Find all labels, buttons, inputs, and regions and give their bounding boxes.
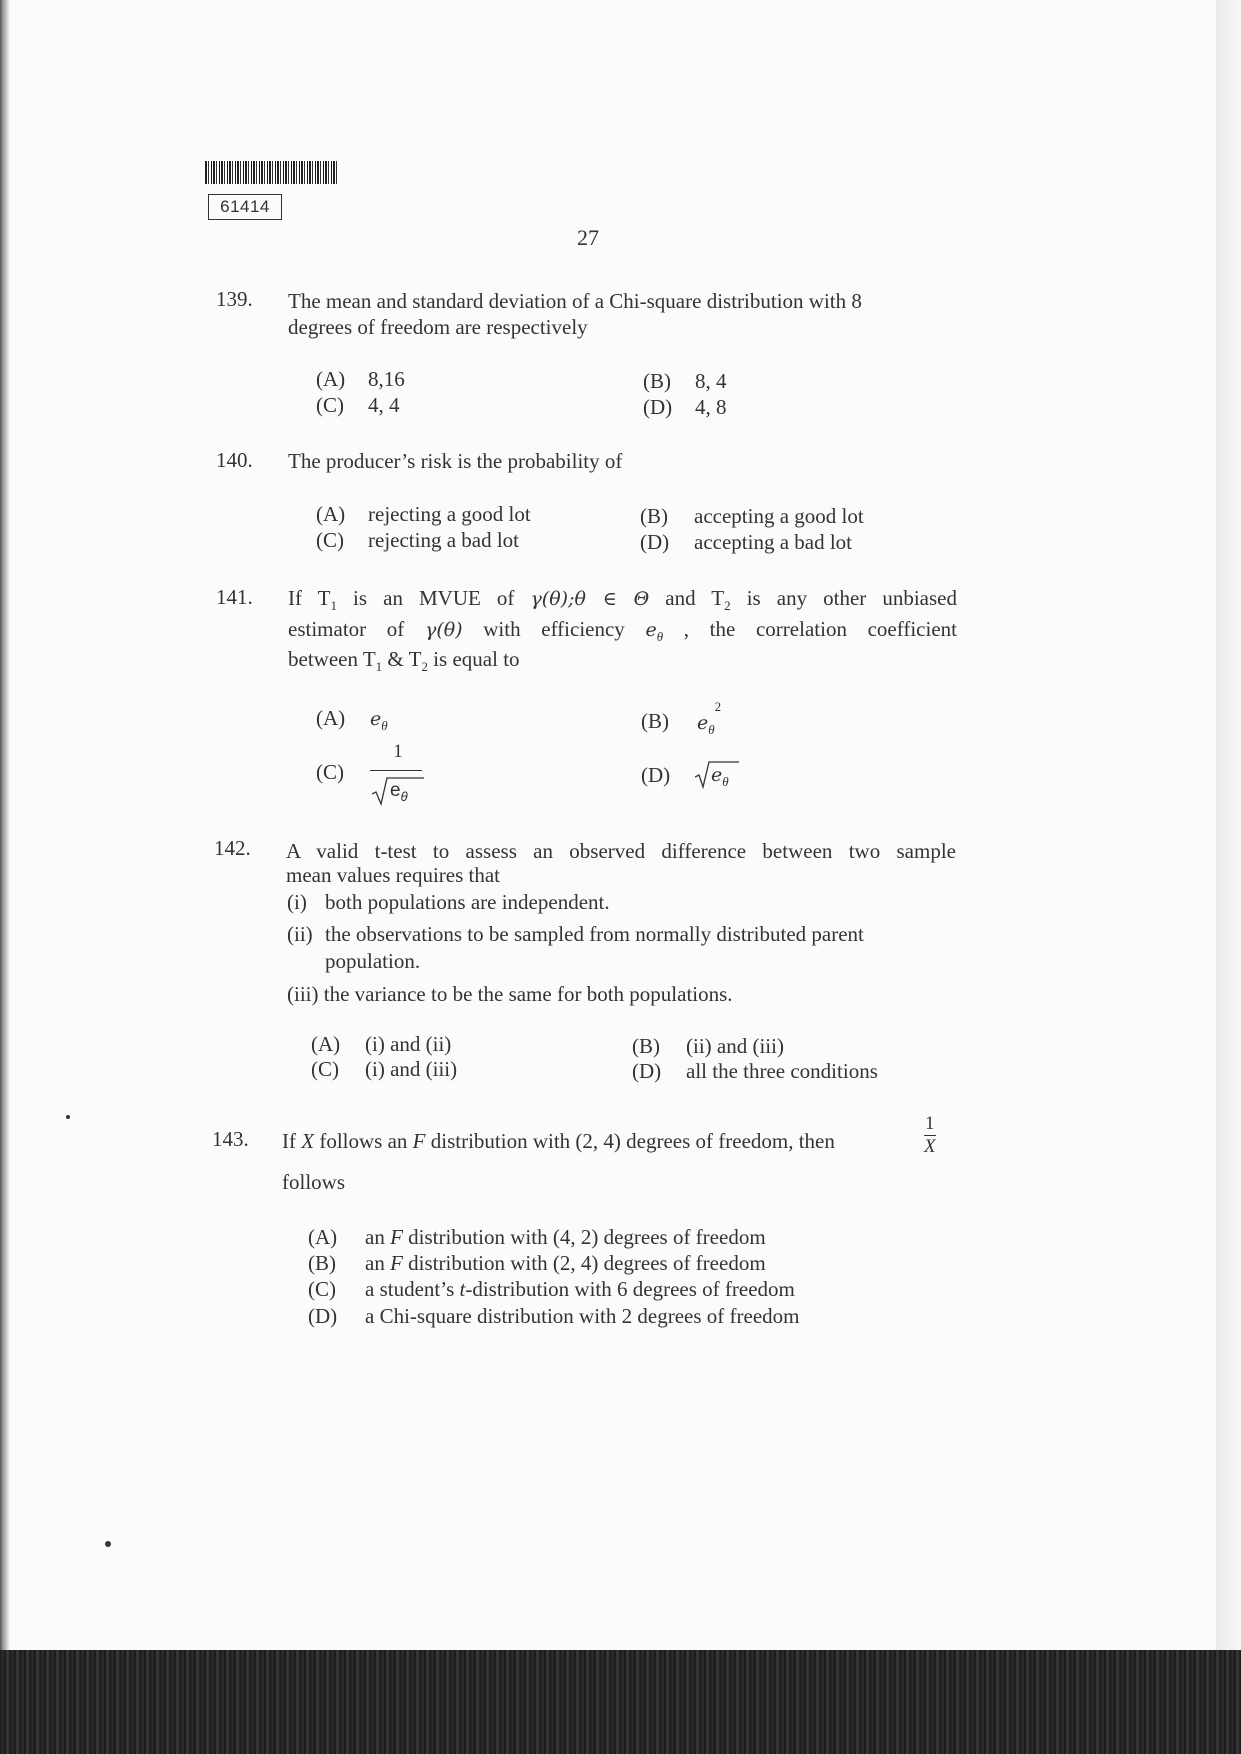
page-number: 27 bbox=[577, 225, 599, 250]
speck bbox=[105, 1541, 111, 1547]
question-text: mean values requires that bbox=[286, 863, 500, 887]
option-label: (D) bbox=[632, 1059, 662, 1083]
question-text: The producer’s risk is the probability of bbox=[288, 449, 623, 473]
barcode bbox=[205, 161, 338, 184]
option-label: (A) bbox=[316, 502, 346, 526]
question-text: The mean and standard deviation of a Chi-square distribution with 8 bbox=[288, 289, 862, 313]
speck bbox=[66, 1115, 70, 1119]
option-label: (A) bbox=[316, 367, 346, 391]
condition-label: (i) bbox=[287, 890, 307, 914]
question-text: between $T_1$ & $T_2$ is equal to bbox=[288, 647, 520, 675]
option-formula: $e_\theta$ bbox=[370, 708, 388, 734]
scan-edge bbox=[0, 0, 10, 1650]
question-text: If $T_1$ is an MVUE of γ(θ);θ ∈ Θ and $T_2$ is any other unbiased bbox=[288, 586, 957, 614]
option-label: (D) bbox=[640, 530, 670, 554]
option-label: (D) bbox=[308, 1304, 338, 1328]
question-number: 142. bbox=[214, 836, 251, 860]
option-label: (A) bbox=[316, 706, 346, 730]
question-text: follows bbox=[282, 1170, 345, 1194]
option-text: a student’s t-distribution with 6 degrees of freedom bbox=[365, 1277, 795, 1301]
question-text: If X follows an F distribution with (2, 4) degrees of freedom, then bbox=[282, 1129, 835, 1153]
fraction: $\frac{1}{X}$ bbox=[924, 1113, 936, 1157]
option-text: 4, 4 bbox=[368, 393, 400, 417]
fraction-bar bbox=[370, 770, 422, 771]
option-text: an F distribution with (4, 2) degrees of freedom bbox=[365, 1225, 766, 1249]
question-text: degrees of freedom are respectively bbox=[288, 315, 588, 339]
option-text: 8, 4 bbox=[695, 369, 727, 393]
option-text: accepting a bad lot bbox=[694, 530, 853, 554]
question-number: 140. bbox=[216, 448, 253, 472]
question-number: 139. bbox=[216, 287, 253, 311]
option-text: (i) and (iii) bbox=[365, 1057, 458, 1081]
option-label: (C) bbox=[308, 1277, 336, 1301]
option-label: (B) bbox=[640, 504, 668, 528]
condition-text: (iii) the variance to be the same for both populations. bbox=[287, 982, 733, 1006]
option-text: rejecting a good lot bbox=[368, 502, 531, 526]
question-number: 143. bbox=[212, 1127, 249, 1151]
page-edge bbox=[1216, 0, 1241, 1754]
condition-text: both populations are independent. bbox=[325, 890, 610, 914]
option-text: all the three conditions bbox=[686, 1059, 878, 1083]
option-label: (D) bbox=[641, 763, 671, 787]
option-label: (B) bbox=[643, 369, 671, 393]
condition-label: (ii) bbox=[287, 922, 313, 946]
condition-text: the observations to be sampled from normally distributed parent bbox=[325, 922, 864, 946]
option-text: rejecting a bad lot bbox=[368, 528, 520, 552]
option-label: (A) bbox=[308, 1225, 338, 1249]
option-label: (C) bbox=[316, 760, 344, 784]
option-label: (A) bbox=[311, 1032, 341, 1056]
option-formula: $e_\theta^2$ bbox=[697, 699, 722, 738]
paper-code: 61414 bbox=[208, 194, 282, 220]
option-text: 4, 8 bbox=[695, 395, 727, 419]
question-text: estimator of γ(θ) with efficiency $e_\theta$ , the correlation coefficient bbox=[288, 617, 957, 645]
option-label: (C) bbox=[316, 528, 344, 552]
option-text: 8,16 bbox=[368, 367, 405, 391]
option-text: an F distribution with (2, 4) degrees of freedom bbox=[365, 1251, 766, 1275]
question-number: 141. bbox=[216, 585, 253, 609]
option-label: (B) bbox=[308, 1251, 336, 1275]
option-label: (B) bbox=[632, 1034, 660, 1058]
scanner-bed-strip bbox=[0, 1650, 1241, 1754]
fraction-numerator: 1 bbox=[393, 741, 403, 762]
option-label: (C) bbox=[316, 393, 344, 417]
option-label: (C) bbox=[311, 1057, 339, 1081]
option-text: (ii) and (iii) bbox=[686, 1034, 784, 1058]
option-text: accepting a good lot bbox=[694, 504, 864, 528]
option-text: (i) and (ii) bbox=[365, 1032, 452, 1056]
condition-text: population. bbox=[325, 949, 421, 973]
question-text: A valid t-test to assess an observed difference between two sample bbox=[286, 839, 956, 863]
option-label: (D) bbox=[643, 395, 673, 419]
option-label: (B) bbox=[641, 709, 669, 733]
option-text: a Chi-square distribution with 2 degrees of freedom bbox=[365, 1304, 800, 1328]
